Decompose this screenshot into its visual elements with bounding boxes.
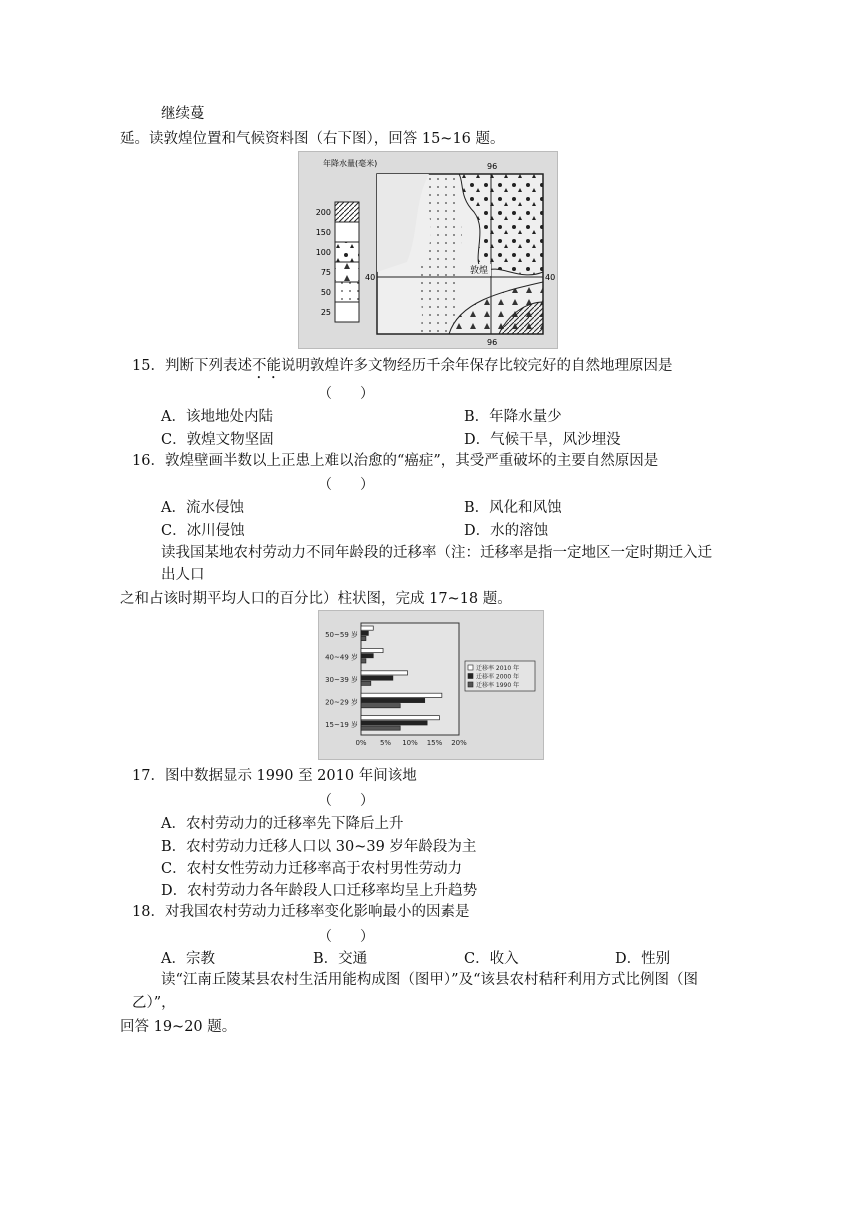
bar [361,716,439,720]
x-tick-label: 0% [355,739,367,747]
question-number: 18． [132,904,165,920]
legend-label: 迁移率 2000 年 [476,673,520,681]
longitude-label-bottom: 96 [487,338,498,347]
intro-line: 延。读敦煌位置和气候资料图（右下图），回答 15~16 题。 [120,131,505,147]
question-text: 图中数据显示 1990 至 2010 年间该地 [164,768,417,784]
legend-swatch [468,682,473,687]
option-b[interactable]: B．交通 [313,951,368,967]
category-label: 15~19 岁 [325,720,358,729]
bar [361,704,400,708]
question-text: 敦煌壁画半数以上正患上难以治愈的“癌症”，其受严重破坏的主要自然原因是 [164,453,659,469]
legend-tick: 200 [315,208,331,217]
answer-blank[interactable]: （ ） [318,793,374,809]
option-b[interactable]: B．年降水量少 [464,409,562,425]
x-tick-label: 10% [402,739,418,747]
latitude-label-left: 40 [365,273,376,282]
question-number: 17． [132,768,165,784]
intro-line: 乙）”， [132,995,176,1011]
option-c[interactable]: C．敦煌文物坚固 [161,432,274,448]
intro-line: 出人口 [161,567,205,583]
option-a[interactable]: A．流水侵蚀 [161,500,244,516]
x-tick-label: 5% [379,739,392,747]
option-d[interactable]: D．农村劳动力各年龄段人口迁移率均呈上升趋势 [161,883,478,899]
answer-blank[interactable]: （ ） [318,386,374,402]
option-a[interactable]: A．宗教 [161,951,215,967]
bar [361,721,427,725]
option-a[interactable]: A．农村劳动力的迁移率先下降后上升 [161,816,404,832]
bar [361,654,373,658]
legend-title: 年降水量(毫米) [323,159,378,168]
bar [361,648,383,652]
bar [361,631,368,635]
dunhuang-map-figure [298,151,558,349]
question-16 [132,451,658,471]
intro-line: 之和占该时期平均人口的百分比）柱状图，完成 17~18 题。 [120,591,512,607]
question-number: 15． [132,358,165,374]
intro-continuation: 继续蔓 [161,106,205,122]
category-label: 40~49 岁 [325,653,358,662]
bar [361,676,393,680]
category-label: 30~39 岁 [325,676,358,684]
question-text: 判断下列表述 [164,358,252,374]
legend-tick: 50 [320,288,331,297]
legend-swatch [468,665,473,670]
legend-tick: 25 [320,308,331,317]
latitude-label-right: 40 [545,273,556,282]
question-text: 对我国农村劳动力迁移率变化影响最小的因素是 [164,904,470,920]
longitude-label-top: 96 [487,162,498,171]
legend-swatch [468,674,473,679]
bar [361,626,373,630]
category-label: 20~29 岁 [325,698,358,707]
category-label: 50~59 岁 [325,631,358,640]
answer-blank[interactable]: （ ） [318,477,374,493]
question-15 [132,356,672,382]
migration-rate-chart [318,610,544,760]
city-label-dunhuang: 敦煌 [470,266,489,276]
bar [361,726,400,730]
bar [361,698,425,702]
option-c[interactable]: C．收入 [464,951,519,967]
option-b[interactable]: B．风化和风蚀 [464,500,562,516]
intro-line: 回答 19~20 题。 [120,1019,237,1035]
migration-bar-chart [319,611,543,759]
intro-line: 读“江南丘陵某县农村生活用能构成图（图甲）”及“该县农村秸秆利用方式比例图（图 [161,972,698,988]
legend-tick: 150 [315,228,331,237]
legend-tick: 75 [320,268,331,277]
bar [361,671,408,675]
bar [361,681,371,685]
option-c[interactable]: C．冰川侵蚀 [161,523,245,539]
answer-blank[interactable]: （ ） [318,929,374,945]
intro-line: 读我国某地农村劳动力不同年龄段的迁移率（注：迁移率是指一定地区一定时期迁入迁 [161,545,712,561]
legend-label: 迁移率 1990 年 [476,682,520,689]
option-b[interactable]: B．农村劳动力迁移人口以 30~39 岁年龄段为主 [161,839,477,855]
bar [361,636,366,640]
bar [361,659,366,663]
question-18 [132,902,469,922]
question-number: 16． [132,453,165,469]
x-tick-label: 15% [426,739,443,747]
option-d[interactable]: D．性别 [615,951,671,967]
legend-label: 迁移率 2010 年 [476,665,520,672]
option-c[interactable]: C．农村女性劳动力迁移率高于农村男性劳动力 [161,861,463,877]
dunhuang-map [299,152,557,348]
x-tick-label: 20% [451,739,467,747]
question-17 [132,766,417,786]
option-a[interactable]: A．该地地处内陆 [161,409,273,425]
legend-tick: 100 [315,248,331,257]
question-text: 说明敦煌许多文物经历千余年保存比较完好的自然地理原因是 [280,358,673,374]
bar [361,693,442,697]
emphasized-text: 不能 [251,358,281,374]
option-d[interactable]: D．气候干旱，风沙埋没 [464,432,621,448]
option-d[interactable]: D．水的溶蚀 [464,523,549,539]
